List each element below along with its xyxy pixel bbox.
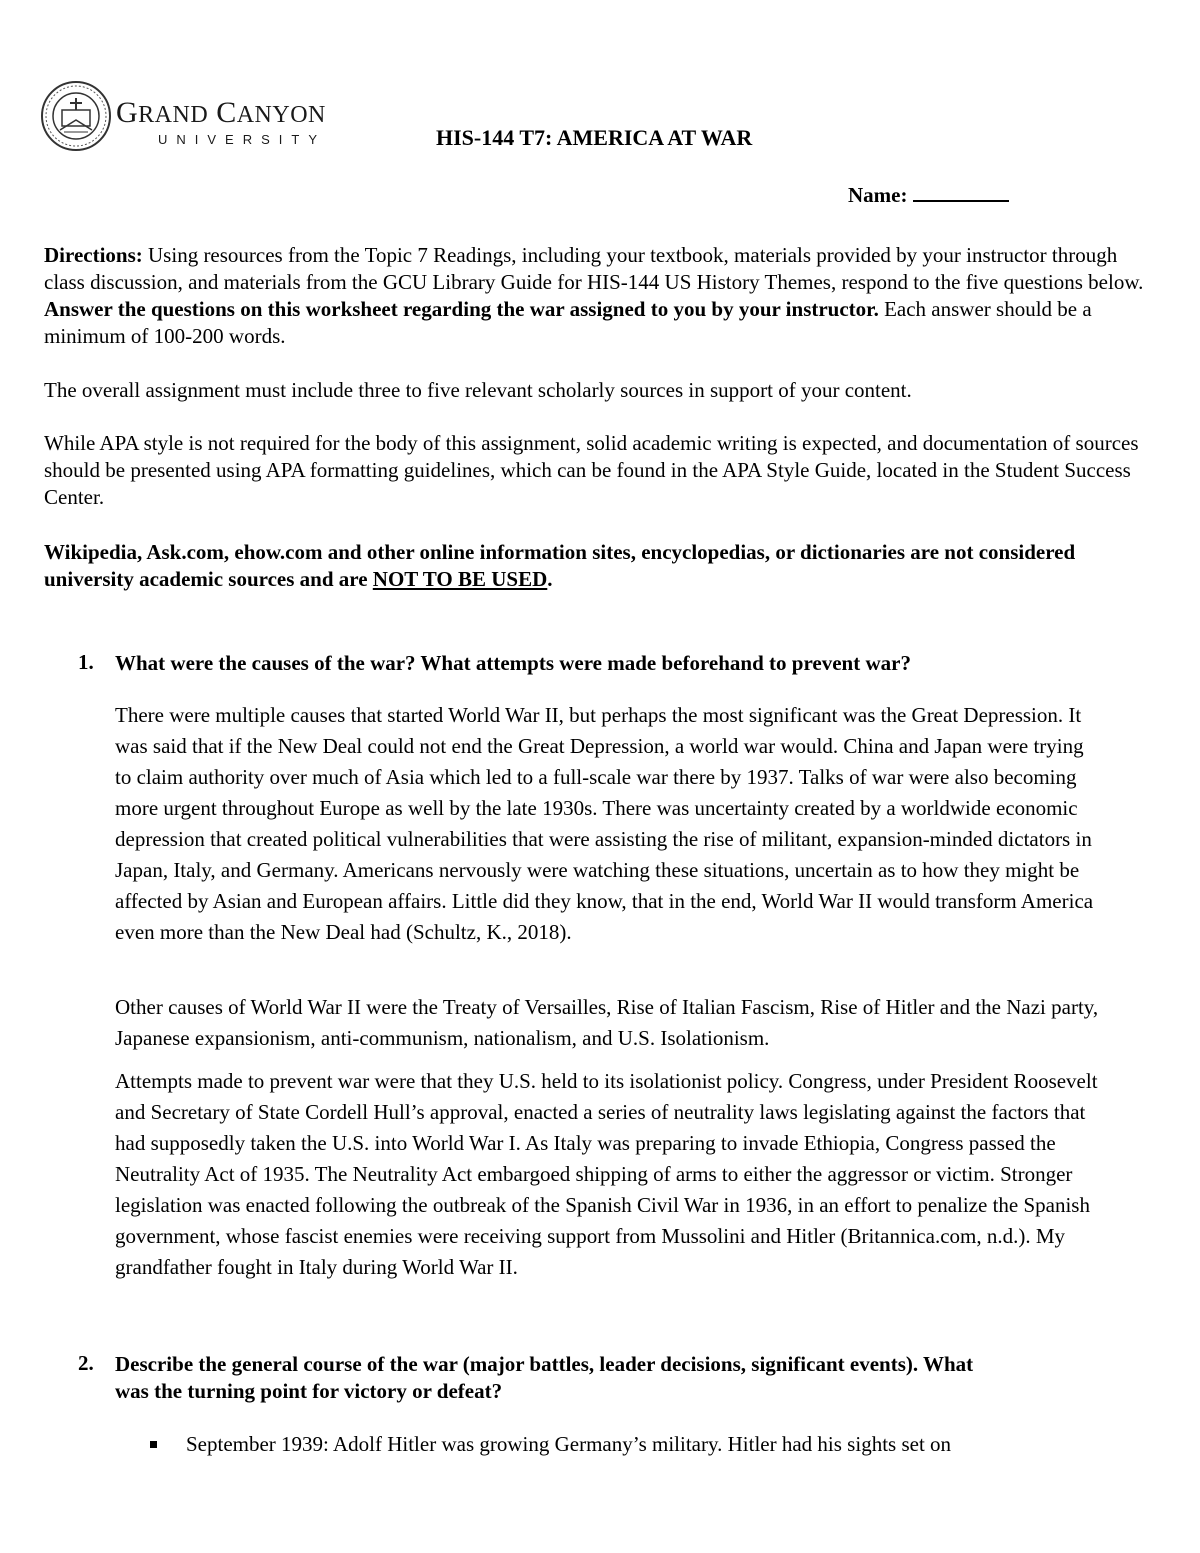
sources-note: The overall assignment must include three to five relevant scholarly sources in support of your content. <box>44 378 912 402</box>
name-field <box>848 180 1009 208</box>
answer-paragraph: Attempts made to prevent war were that they U.S. held to its isolationist policy. Congress, under President Roosevelt and Secretary of State Cordell Hull’s approval, enacted a series of neutrality laws legislating against the factors that had supposedly taken the U.S. into World War I. As Italy was preparing to invade Ethiopia, Congress passed the Neutrality Act of 1935. The Neutrality Act embargoed shipping of arms to either the aggressor or victim. Stronger legislation was enacted following the outbreak of the Spanish Civil War in 1936, in an effort to penalize the Spanish government, whose fascist enemies were receiving support from Mussolini and Hitler (Britannica.com, n.d.). My grandfather fought in Italy during World War II. <box>115 1069 1098 1279</box>
sources-warning: Wikipedia, Ask.com, ehow.com and other online information sites, encyclopedias, or dictionaries are not considered university academic sources and are NOT TO BE USED. <box>44 540 1076 591</box>
university-seal-icon <box>40 80 112 152</box>
question-text: What were the causes of the war? What attempts were made beforehand to prevent war? <box>115 651 911 675</box>
university-logo <box>40 80 360 160</box>
name-blank[interactable] <box>913 180 1009 202</box>
bullet-item: September 1939: Adolf Hitler was growing Germany’s military. Hitler had his sights set on <box>186 1432 952 1456</box>
question-number: 2. <box>78 1351 94 1375</box>
question-text: was the turning point for victory or defeat? <box>115 1379 503 1403</box>
apa-note: While APA style is not required for the body of this assignment, solid academic writing is expected, and documentation of sources should be presented using APA formatting guidelines, which can be found in the APA Style Guide, located in the Student Success Center. <box>44 431 1139 509</box>
answer-paragraph: There were multiple causes that started World War II, but perhaps the most significant was the Great Depression. It was said that if the New Deal could not end the Great Depression, a world war would. China and Japan were trying to claim authority over much of Asia which led to a full-scale war there by 1937. Talks of war were also becoming more urgent throughout Europe as well by the late 1930s. There was uncertainty created by a worldwide economic depression that created political vulnerabilities that were assisting the rise of militant, expansion-minded dictators in Japan, Italy, and Germany. Americans nervously were watching these situations, uncertain as to how they might be affected by Asian and European affairs. Little did they know, that in the end, World War II would transform America even more than the New Deal had (Schultz, K., 2018). <box>115 703 1094 944</box>
directions-label: Directions: <box>44 243 143 267</box>
document-title: HIS-144 T7: AMERICA AT WAR <box>436 125 753 150</box>
question-text: Describe the general course of the war (major battles, leader decisions, significant events). What <box>115 1352 974 1376</box>
directions-paragraph: Directions: Using resources from the Topic 7 Readings, including your textbook, materials provided by your instructor through class discussion, and materials from the GCU Library Guide for HIS-144 US History Themes, respond to the five questions below. Answer the questions on this worksheet regarding the war assigned to you by your instructor. Each answer should be a minimum of 100-200 words. <box>44 243 1144 348</box>
bullet-marker <box>150 1441 157 1448</box>
question-number: 1. <box>78 650 94 674</box>
logo-subtitle: UNIVERSITY <box>158 132 327 147</box>
logo-wordmark: GRAND CANYON <box>116 96 326 129</box>
name-label: Name: <box>848 183 908 207</box>
answer-paragraph: Other causes of World War II were the Treaty of Versailles, Rise of Italian Fascism, Rise of Hitler and the Nazi party, Japanese expansionism, anti-communism, nationalism, and U.S. Isolationism. <box>115 995 1099 1050</box>
